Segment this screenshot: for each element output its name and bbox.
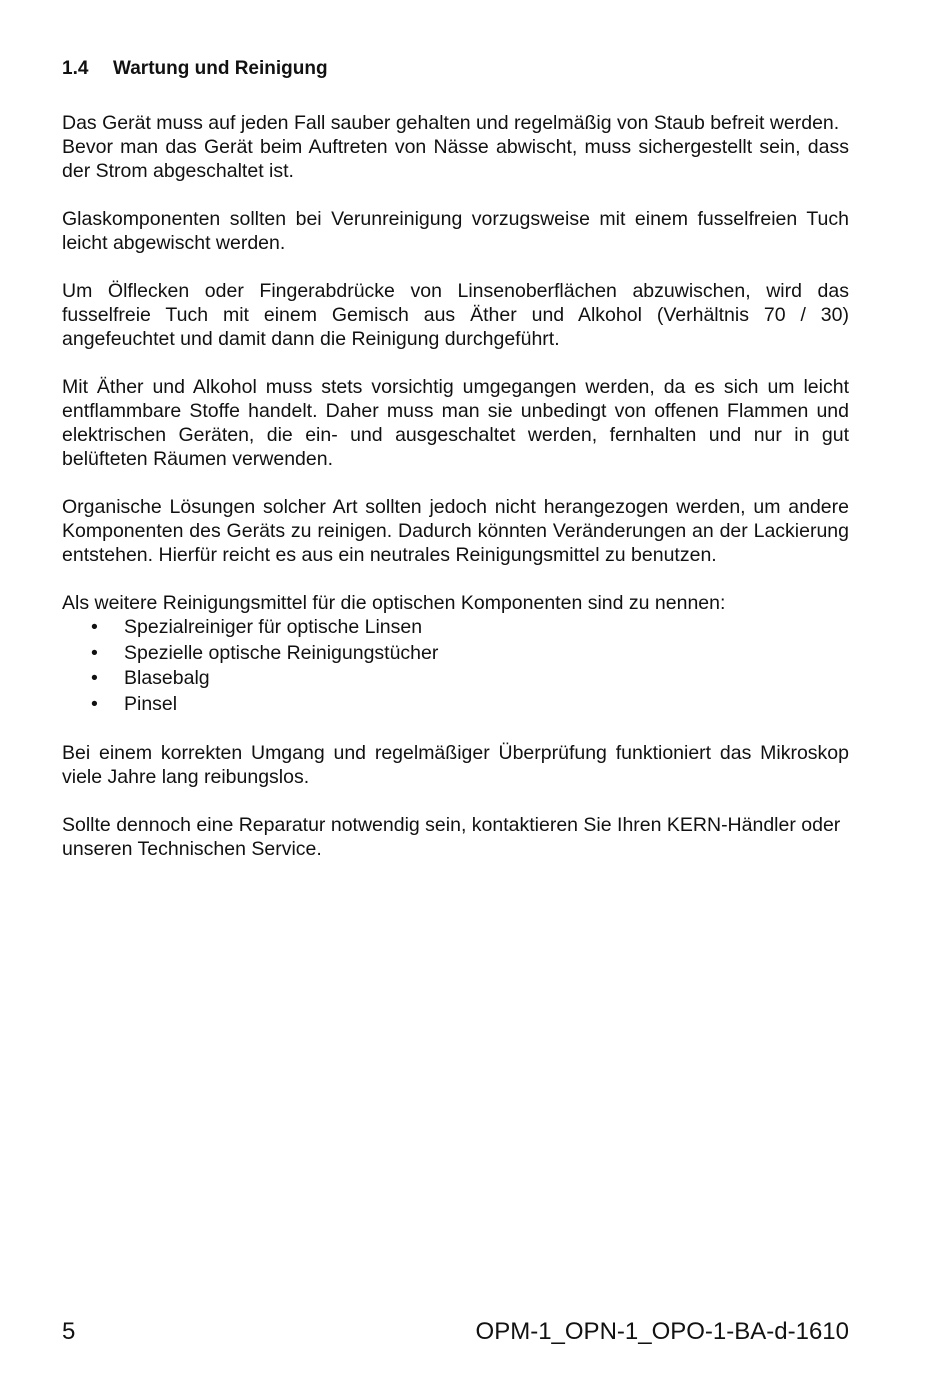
cleaning-agents-list [62, 615, 849, 717]
paragraph-organic-solutions: Organische Lösungen solcher Art sollten jedoch nicht herangezogen werden, um andere Komponenten des Geräts zu reinigen. Dadurch könnten Veränderungen an der Lackierung entstehen. Hierfür reicht es aus ein neutrales Reinigungsmittel zu benutzen. [62, 496, 849, 566]
section-number: 1.4 [62, 58, 89, 79]
list-item-label: Blasebalg [124, 667, 210, 689]
paragraph-moisture: Bevor man das Gerät beim Auftreten von Nässe abwischt, muss sichergestellt sein, dass der Strom abgeschaltet ist. [62, 136, 849, 182]
list-item [62, 641, 849, 667]
list-item-label: Pinsel [124, 692, 178, 715]
paragraph-glass-components: Glaskomponenten sollten bei Verunreinigung vorzugsweise mit einem fusselfreien Tuch leicht abgewischt werden. [62, 208, 849, 254]
bullet-icon: • [91, 692, 98, 715]
page-number: 5 [62, 1318, 76, 1345]
bullet-icon: • [91, 667, 98, 689]
document-body [62, 111, 849, 885]
section-heading [62, 58, 328, 80]
paragraph-dust: Das Gerät muss auf jeden Fall sauber gehalten und regelmäßig von Staub befreit werden. [62, 112, 840, 134]
list-item [62, 615, 849, 641]
paragraph-ether-warning: Mit Äther und Alkohol muss stets vorsichtig umgegangen werden, da es sich um leicht entflammbare Stoffe handelt. Daher muss man sie unbedingt von offenen Flammen und elektrischen Geräten, die ein- und ausgeschaltet werden, fernhalten und nur in gut belüfteten Räumen verwenden. [62, 376, 849, 470]
list-item-label: Spezielle optische Reinigungstücher [124, 641, 439, 664]
list-item [62, 666, 849, 692]
document-id: OPM-1_OPN-1_OPO-1-BA-d-1610 [475, 1318, 849, 1345]
bullet-icon: • [91, 616, 98, 638]
bullet-icon: • [91, 641, 98, 664]
paragraph-cleaning-agents-intro: Als weitere Reinigungsmittel für die optischen Komponenten sind zu nennen: [62, 592, 726, 614]
paragraph-service-contact: Sollte dennoch eine Reparatur notwendig sein, kontaktieren Sie Ihren KERN-Händler oder unseren Technischen Service. [62, 814, 841, 860]
list-item-label: Spezialreiniger für optische Linsen [124, 616, 423, 638]
paragraph-lens-cleaning: Um Ölflecken oder Fingerabdrücke von Linsenoberflächen abzuwischen, wird das fusselfreie Tuch mit einem Gemisch aus Äther und Alkohol (Verhältnis 70 / 30) angefeuchtet und damit dann die Reinigung durchgeführt. [62, 280, 849, 350]
paragraph-maintenance-result: Bei einem korrekten Umgang und regelmäßiger Überprüfung funktioniert das Mikroskop viele Jahre lang reibungslos. [62, 742, 849, 788]
list-item [62, 692, 849, 718]
section-title: Wartung und Reinigung [113, 58, 328, 79]
